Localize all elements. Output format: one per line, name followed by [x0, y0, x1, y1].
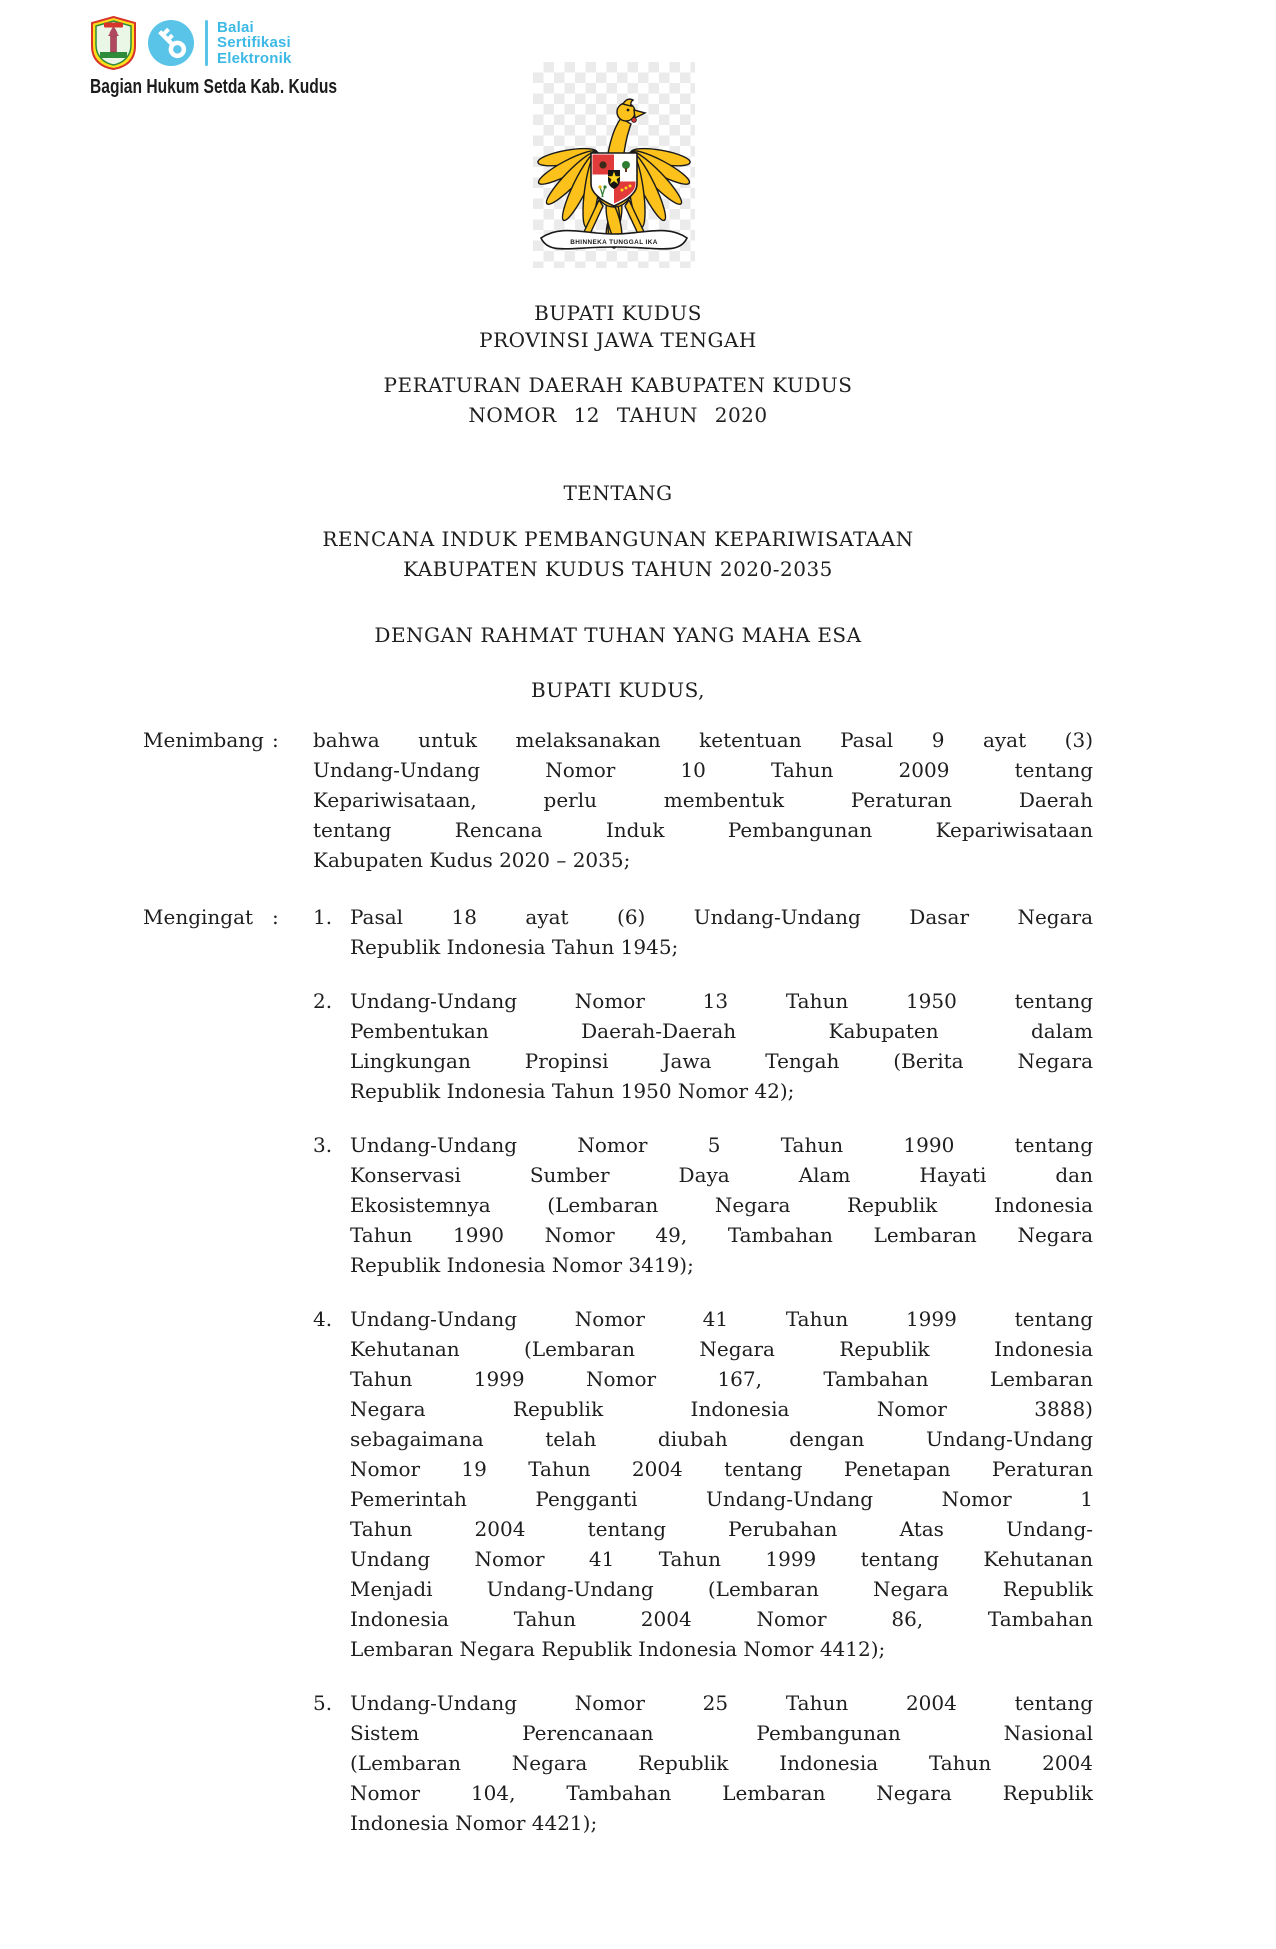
garuda-pancasila-image	[533, 62, 695, 268]
list-item-text: Undang-Undang Nomor 5 Tahun 1990 tentang Konservasi Sumber Daya Alam Hayati dan Ekosistemnya (Lembaran Negara Republik Indonesia Tahun 1990 Nomor 49, Tambahan Lembaran Negara Republik Indonesia Nomor 3419);	[350, 1133, 1093, 1277]
legal-basis-item	[313, 1304, 1093, 1664]
list-item-number: 1.	[313, 905, 333, 929]
legal-basis-list	[313, 902, 1093, 1838]
logo-row	[90, 16, 350, 70]
banner-motto-text: BHINNEKA TUNGGAL IKA	[570, 239, 658, 246]
corner-logo-group	[90, 16, 350, 99]
list-item-text: Undang-Undang Nomor 13 Tahun 1950 tentang Pembentukan Daerah-Daerah Kabupaten dalam Lingkungan Propinsi Jawa Tengah (Berita Negara Republik Indonesia Tahun 1950 Nomor 42);	[350, 989, 1093, 1103]
list-item-number: 5.	[313, 1691, 333, 1715]
mengingat-label: Mengingat	[143, 905, 254, 929]
doc-province: PROVINSI JAWA TENGAH	[479, 328, 757, 352]
menimbang-row	[143, 725, 1093, 875]
legal-basis-item	[313, 902, 1093, 962]
bse-logo-text	[217, 20, 292, 67]
legal-basis-item	[313, 986, 1093, 1106]
list-item-number: 2.	[313, 989, 333, 1013]
legal-basis-item	[313, 1130, 1093, 1280]
list-item-text: Pasal 18 ayat (6) Undang-Undang Dasar Negara Republik Indonesia Tahun 1945;	[350, 905, 1093, 959]
legal-basis-item	[313, 1688, 1093, 1838]
garuda-emblem	[533, 62, 695, 268]
list-item-number: 4.	[313, 1307, 333, 1331]
list-item-text: Undang-Undang Nomor 41 Tahun 1999 tentang Kehutanan (Lembaran Negara Republik Indonesia Tahun 1999 Nomor 167, Tambahan Lembaran Negara Republik Indonesia Nomor 3888) sebagaimana telah diubah dengan Undang-Undang Nomor 19 Tahun 2004 tentang Penetapan Peraturan Pemerintah Pengganti Undang-Undang Nomor 1 Tahun 2004 tentang Perubahan Atas Undang- Undang Nomor 41 Tahun 1999 tentang Kehutanan Menjadi Undang-Undang (Lembaran Negara Republik Indonesia Tahun 2004 Nomor 86, Tambahan Lembaran Negara Republik Indonesia Nomor 4412);	[350, 1307, 1093, 1661]
mengingat-row	[143, 902, 1093, 1838]
bse-text-line3: Elektronik	[217, 49, 292, 67]
list-item-text: Undang-Undang Nomor 25 Tahun 2004 tentang Sistem Perencanaan Pembangunan Nasional (Lembaran Negara Republik Indonesia Tahun 2004 Nomor 104, Tambahan Lembaran Negara Republik Indonesia Nomor 4421);	[350, 1691, 1093, 1835]
invocation: DENGAN RAHMAT TUHAN YANG MAHA ESA	[374, 623, 862, 647]
preamble	[143, 725, 1093, 1838]
kudus-crest-icon	[90, 16, 137, 70]
list-item-number: 3.	[313, 1133, 333, 1157]
doc-type: PERATURAN DAERAH KABUPATEN KUDUS	[383, 373, 853, 397]
menimbang-label: Menimbang	[143, 728, 264, 752]
enacting-authority: BUPATI KUDUS,	[531, 678, 705, 702]
mengingat-colon: :	[272, 905, 279, 929]
doc-number: NOMOR 12 TAHUN 2020	[468, 403, 768, 427]
doc-subject-line2: KABUPATEN KUDUS TAHUN 2020-2035	[403, 557, 833, 581]
legal-office-caption: Bagian Hukum Setda Kab. Kudus	[90, 76, 338, 98]
tentang-label: TENTANG	[563, 481, 673, 505]
menimbang-colon: :	[272, 728, 279, 752]
bse-text-line1: Balai	[217, 18, 254, 36]
menimbang-text: bahwa untuk melaksanakan ketentuan Pasal 9 ayat (3) Undang-Undang Nomor 10 Tahun 2009 tentang Kepariwisataan, perlu membentuk Peraturan Daerah tentang Rencana Induk Pembangunan Kepariwisataan Kabupaten Kudus 2020 – 2035;	[313, 728, 1093, 872]
bse-key-icon	[146, 18, 196, 68]
bse-text-line2: Sertifikasi	[217, 34, 291, 52]
bse-divider	[205, 20, 208, 66]
title-block	[143, 300, 1093, 705]
doc-issuer: BUPATI KUDUS	[534, 301, 702, 325]
doc-subject-line1: RENCANA INDUK PEMBANGUNAN KEPARIWISATAAN	[322, 527, 914, 551]
